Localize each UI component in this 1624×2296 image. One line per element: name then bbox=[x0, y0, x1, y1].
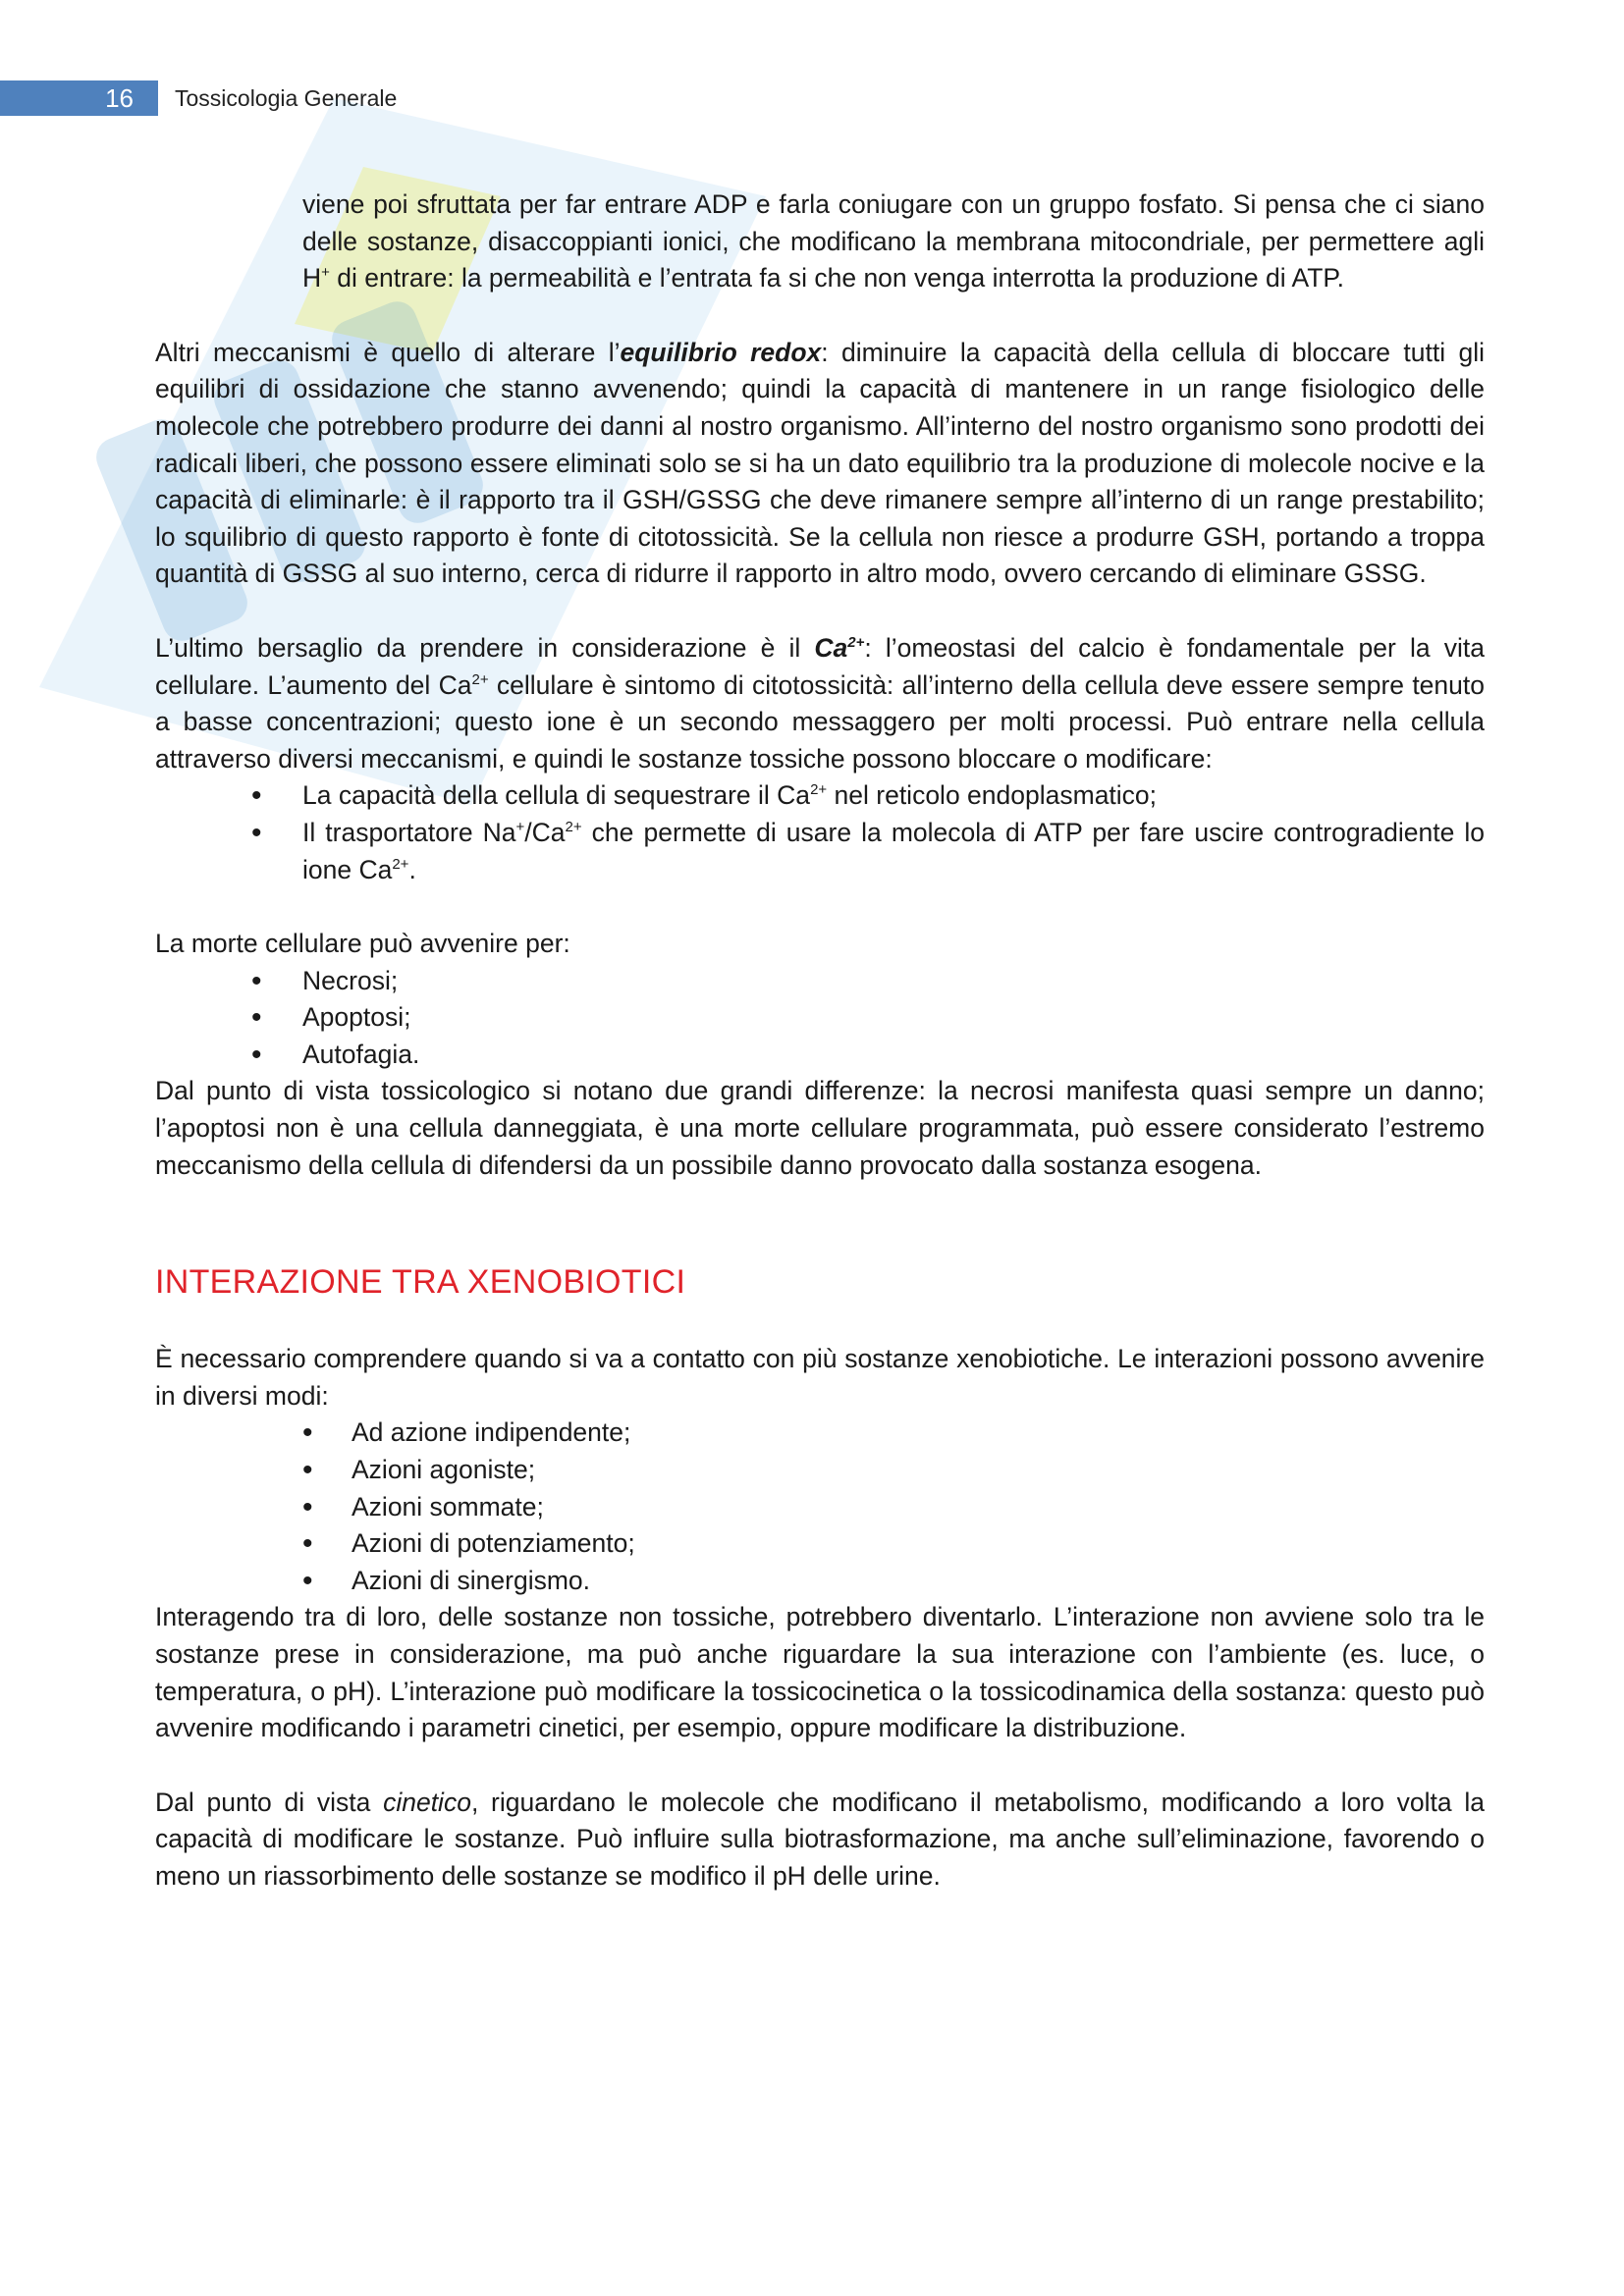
list-item: • Azioni di sinergismo. bbox=[352, 1563, 1485, 1600]
list-item: • Azioni sommate; bbox=[352, 1489, 1485, 1526]
header-rule bbox=[155, 80, 158, 116]
interaction-list bbox=[155, 1415, 1485, 1599]
page-number: 16 bbox=[0, 80, 155, 116]
paragraph-calcium: L’ultimo bersaglio da prendere in considerazione è il $Ca^{2+}$: l’omeostasi del calcio è fondamentale per la vita cellulare. L’aumento del $Ca^{2+}$ cellulare è sintomo di citotossicità: all’interno della cellula deve essere sempre tenuto a basse concentrazioni; questo ione è un secondo messaggero per molti processi. Può entrare nella cellula attraverso diversi meccanismi, e quindi le sostanze tossiche possono bloccare o modificare: bbox=[155, 632, 1486, 774]
running-title: Tossicologia Generale bbox=[175, 85, 398, 111]
list-item: • Ad azione indipendente; bbox=[352, 1415, 1485, 1452]
list-item: • Necrosi; bbox=[302, 963, 1485, 1000]
paragraph-interactions: È necessario comprendere quando si va a contatto con più sostanze xenobiotiche. Le interazioni possono avvenire in diversi modi: bbox=[155, 1344, 1485, 1411]
paragraph-mitochondria: viene poi sfruttata per far entrare ADP e farla coniugare con un gruppo fosfato. Si pensa che ci siano delle sostanze, disaccoppianti ionici, che modificano la membrana mitocondriale, per permettere agli H+ di entrare: la permeabilità e l’entrata fa si che non venga interrotta la produzione di ATP. bbox=[302, 189, 1485, 294]
page-header bbox=[0, 73, 1624, 116]
list-item: • Autofagia. bbox=[302, 1037, 1485, 1074]
calcium-list bbox=[155, 777, 1485, 888]
list-item: • Il trasportatore $Na^+/Ca^{2+}$ che permette di usare la molecola di ATP per fare uscire controgradiente lo ione $Ca^{2+}$. bbox=[302, 815, 1485, 888]
list-item: • Azioni di potenziamento; bbox=[352, 1525, 1485, 1563]
paragraph-necrosis-apoptosis: Dal punto di vista tossicologico si notano due grandi differenze: la necrosi manifesta quasi sempre un danno; l’apoptosi non è una cellula danneggiata, è una morte cellulare programmata, può essere considerato l’estremo meccanismo della cellula di difendersi da un possibile danno provocato dalla sostanza esogena. bbox=[155, 1076, 1485, 1180]
list-item: • Azioni agoniste; bbox=[352, 1452, 1485, 1489]
list-item: • La capacità della cellula di sequestrare il $Ca^{2+}$ nel reticolo endoplasmatico; bbox=[302, 777, 1485, 815]
document-body bbox=[155, 187, 1485, 1896]
paragraph-interaction-effects: Interagendo tra di loro, delle sostanze non tossiche, potrebbero diventarlo. L’interazione non avviene solo tra le sostanze prese in considerazione, ma può anche riguardare la sua interazione con l’ambiente (es. luce, o temperatura, o pH). L’interazione può modificare la tossicocinetica o la tossicodinamica della sostanza: questo può avvenire modificando i parametri cinetici, per esempio, oppure modificare la distribuzione. bbox=[155, 1602, 1485, 1743]
section-heading: INTERAZIONE TRA XENOBIOTICI bbox=[155, 1263, 686, 1302]
paragraph-cell-death: La morte cellulare può avvenire per: bbox=[155, 929, 570, 959]
paragraph-kinetic: Dal punto di vista cinetico, riguardano le molecole che modificano il metabolismo, modificando a loro volta la capacità di modificare le sostanze. Può influire sulla biotrasformazione, ma anche sull’eliminazione, favorendo o meno un riassorbimento delle sostanze se modifico il pH delle urine. bbox=[155, 1787, 1485, 1891]
paragraph-redox: Altri meccanismi è quello di alterare l’equilibrio redox: diminuire la capacità della cellula di bloccare tutti gli equilibri di ossidazione che stanno avvenendo; quindi la capacità di mantenere in un range fisiologico delle molecole che potrebbero produrre dei danni al nostro organismo. All’interno del nostro organismo sono prodotti dei radicali liberi, che possono essere eliminati solo se si ha un dato equilibrio tra la produzione di molecole nocive e la capacità di eliminarle: è il rapporto tra il GSH/GSSG che deve rimanere sempre all’interno di un range prestabilito; lo squilibrio di questo rapporto è fonte di citotossicità. Se la cellula non riesce a produrre GSH, portando a troppa quantità di GSSG al suo interno, cerca di ridurre il rapporto in altro modo, ovvero cercando di eliminare GSSG. bbox=[155, 337, 1486, 589]
list-item: • Apoptosi; bbox=[302, 999, 1485, 1037]
death-list bbox=[155, 963, 1485, 1074]
